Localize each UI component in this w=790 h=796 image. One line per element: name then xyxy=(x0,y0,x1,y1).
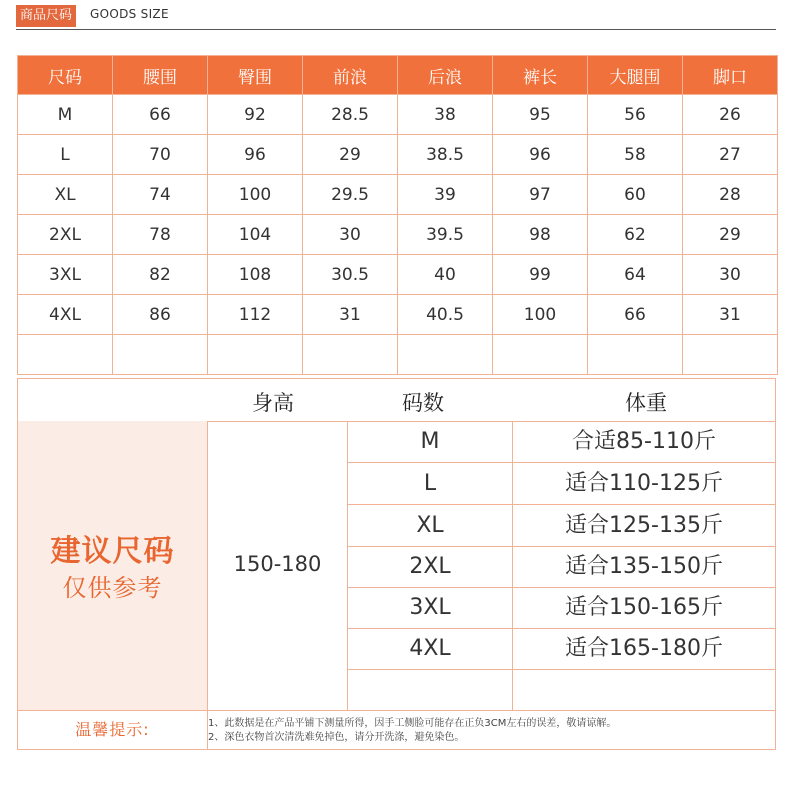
table-cell: 66 xyxy=(113,95,208,135)
column-header: 腰围 xyxy=(113,56,208,95)
list-item xyxy=(348,421,775,463)
column-header: 尺码 xyxy=(18,56,113,95)
weight-header: 体重 xyxy=(625,391,667,415)
table-cell: 66 xyxy=(588,295,683,335)
list-item xyxy=(348,587,775,629)
table-row xyxy=(18,215,778,255)
table-cell xyxy=(18,335,113,375)
table-row xyxy=(18,135,778,175)
size-table xyxy=(17,55,778,375)
tip-line: 2、深色衣物首次清洗难免掉色，请分开洗涤，避免染色。 xyxy=(208,732,465,743)
size-code: M xyxy=(348,421,513,462)
recommendation-title: 建议尺码 xyxy=(50,534,175,569)
table-cell xyxy=(683,335,778,375)
table-cell: 38 xyxy=(398,95,493,135)
height-range-cell xyxy=(208,421,348,710)
table-cell: 64 xyxy=(588,255,683,295)
table-cell: 39.5 xyxy=(398,215,493,255)
table-cell: 27 xyxy=(683,135,778,175)
column-header: 脚口 xyxy=(683,56,778,95)
column-header: 后浪 xyxy=(398,56,493,95)
table-cell: 4XL xyxy=(18,295,113,335)
table-cell: 112 xyxy=(208,295,303,335)
list-item-empty xyxy=(348,669,775,710)
recommendation-label-panel xyxy=(18,421,208,710)
table-cell xyxy=(398,335,493,375)
size-code xyxy=(348,669,513,710)
table-cell xyxy=(493,335,588,375)
table-cell: 29.5 xyxy=(303,175,398,215)
tip-line: 1、此数据是在产品平铺下测量所得，因手工侧脸可能存在正负3CM左右的误差，敬请谅解。 xyxy=(208,718,617,729)
section-subtitle: GOODS SIZE xyxy=(90,7,169,21)
table-cell: 30.5 xyxy=(303,255,398,295)
table-row-empty xyxy=(18,335,778,375)
table-cell: 95 xyxy=(493,95,588,135)
table-cell: 40 xyxy=(398,255,493,295)
weight-range: 适合135-150斤 xyxy=(565,554,723,579)
list-item xyxy=(348,505,775,547)
size-code: L xyxy=(348,463,513,504)
table-cell: 29 xyxy=(303,135,398,175)
table-cell: 2XL xyxy=(18,215,113,255)
table-cell: 30 xyxy=(303,215,398,255)
table-cell: 60 xyxy=(588,175,683,215)
table-cell: 3XL xyxy=(18,255,113,295)
table-cell: 96 xyxy=(493,135,588,175)
column-header: 臀围 xyxy=(208,56,303,95)
table-cell: 28.5 xyxy=(303,95,398,135)
table-cell: 97 xyxy=(493,175,588,215)
size-code: XL xyxy=(348,505,513,546)
table-cell: 98 xyxy=(493,215,588,255)
table-cell: 92 xyxy=(208,95,303,135)
size-code: 3XL xyxy=(348,587,513,628)
section-tag: 商品尺码 xyxy=(16,5,76,27)
weight-range xyxy=(513,669,775,710)
tips-label: 温馨提示: xyxy=(18,711,208,749)
weight-range: 适合150-165斤 xyxy=(565,595,723,620)
tips-section xyxy=(17,711,776,750)
header-divider xyxy=(16,29,776,30)
recommendation-header xyxy=(18,379,775,422)
table-cell: 100 xyxy=(493,295,588,335)
code-header: 码数 xyxy=(402,391,444,415)
list-item xyxy=(348,546,775,588)
table-cell: 74 xyxy=(113,175,208,215)
weight-range: 适合110-125斤 xyxy=(565,471,723,496)
tips-text xyxy=(208,717,616,745)
list-item xyxy=(348,628,775,670)
table-cell: 56 xyxy=(588,95,683,135)
table-cell: 28 xyxy=(683,175,778,215)
table-row xyxy=(18,95,778,135)
table-cell: 96 xyxy=(208,135,303,175)
table-cell: 29 xyxy=(683,215,778,255)
table-cell: 108 xyxy=(208,255,303,295)
weight-range: 适合165-180斤 xyxy=(565,636,723,661)
table-cell: 86 xyxy=(113,295,208,335)
table-cell: 40.5 xyxy=(398,295,493,335)
table-row xyxy=(18,295,778,335)
table-cell: 62 xyxy=(588,215,683,255)
table-cell: 38.5 xyxy=(398,135,493,175)
table-cell: XL xyxy=(18,175,113,215)
weight-range: 合适85-110斤 xyxy=(572,429,716,454)
table-cell: 99 xyxy=(493,255,588,295)
table-cell xyxy=(113,335,208,375)
table-cell xyxy=(303,335,398,375)
size-code: 4XL xyxy=(348,628,513,669)
column-header: 前浪 xyxy=(303,56,398,95)
table-cell: 82 xyxy=(113,255,208,295)
size-code: 2XL xyxy=(348,546,513,587)
size-recommendation xyxy=(17,378,776,711)
height-range: 150-180 xyxy=(233,552,322,576)
table-cell: 78 xyxy=(113,215,208,255)
table-row xyxy=(18,255,778,295)
size-table-header-row xyxy=(18,56,778,95)
table-cell xyxy=(588,335,683,375)
table-cell: 31 xyxy=(303,295,398,335)
weight-range: 适合125-135斤 xyxy=(565,513,723,538)
column-header: 裤长 xyxy=(493,56,588,95)
table-cell: 104 xyxy=(208,215,303,255)
table-cell: M xyxy=(18,95,113,135)
table-cell: 70 xyxy=(113,135,208,175)
table-cell: 30 xyxy=(683,255,778,295)
table-cell: 26 xyxy=(683,95,778,135)
recommendation-subtitle: 仅供参考 xyxy=(62,574,163,602)
table-cell: 31 xyxy=(683,295,778,335)
table-cell: 58 xyxy=(588,135,683,175)
table-row xyxy=(18,175,778,215)
table-cell: L xyxy=(18,135,113,175)
height-header: 身高 xyxy=(252,391,294,415)
size-weight-list xyxy=(348,421,775,710)
column-header: 大腿围 xyxy=(588,56,683,95)
table-cell: 39 xyxy=(398,175,493,215)
list-item xyxy=(348,463,775,505)
table-cell xyxy=(208,335,303,375)
table-cell: 100 xyxy=(208,175,303,215)
